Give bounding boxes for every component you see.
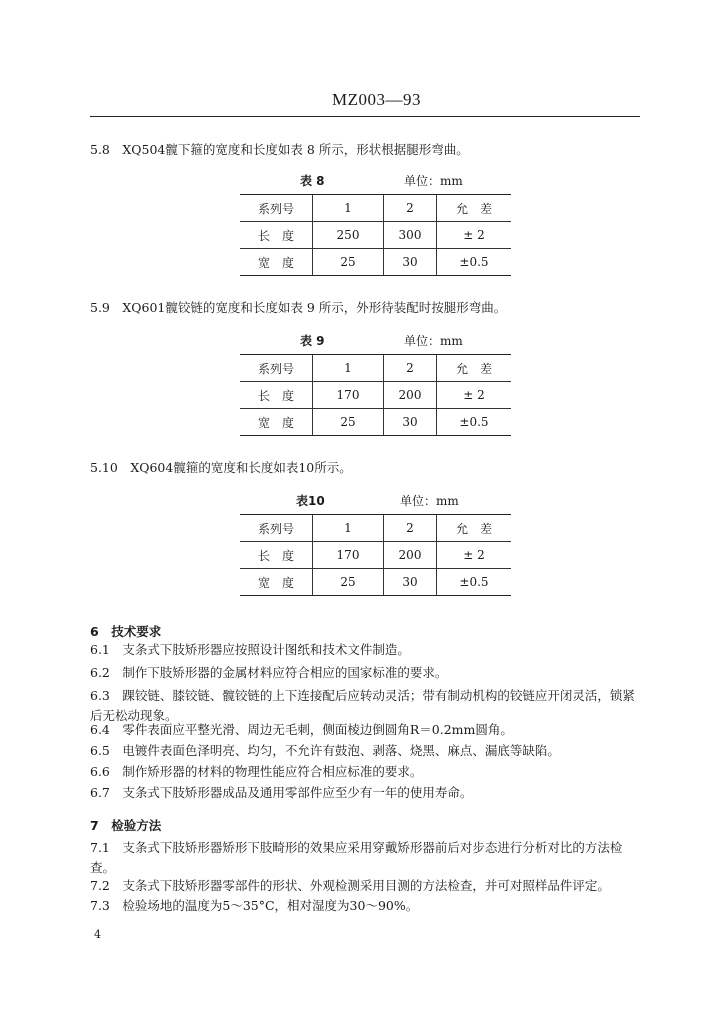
table10 [240,514,511,596]
table-cell: 30 [384,249,437,276]
table-cell: ±0.5 [459,575,489,589]
table-cell: 30 [384,409,437,436]
clause-6-3: 6.3 踝铰链、膝铰链、髋铰链的上下连接配后应转动灵活；带有制动机构的铰链应开闭灵活，锁紧后无松动现象。 [90,688,635,723]
table-cell: 2 [384,355,437,382]
table-row [240,355,511,382]
table8-title: 表 8 [300,174,325,188]
table-cell: ± 2 [437,382,512,409]
table-cell: 250 [313,222,384,249]
table9-unit: 单位：mm [404,334,463,348]
table8 [240,194,511,276]
table-cell: 25 [313,569,384,596]
clause-5-10: 5.10 XQ604髋箍的宽度和长度如表10所示。 [90,460,352,475]
clause-5-9: 5.9 XQ601髋铰链的宽度和长度如表 9 所示，外形待装配时按腿形弯曲。 [90,300,507,315]
clause-7-1: 7.1 支条式下肢矫形器矫形下肢畸形的效果应采用穿戴矫形器前后对步态进行分析对比的方法检查。 [90,840,623,875]
table-cell: ±0.5 [459,255,489,269]
page-number: 4 [94,928,101,941]
table-cell: ± 2 [437,542,512,569]
clause-6-2: 6.2 制作下肢矫形器的金属材料应符合相应的国家标准的要求。 [90,665,448,680]
table-cell: 25 [313,409,384,436]
table-cell: 1 [313,355,384,382]
table-row [240,195,511,222]
table-cell: 系列号 [240,195,313,222]
table-cell: 200 [384,382,437,409]
table9-title: 表 9 [300,334,325,348]
table10-title: 表10 [296,494,325,508]
table10-unit: 单位：mm [400,494,459,508]
table-cell: ±0.5 [459,415,489,429]
table-row [240,515,511,542]
table-cell: 200 [384,542,437,569]
table-cell: 170 [313,542,384,569]
table-row [240,222,511,249]
table-cell: 2 [384,195,437,222]
table-row [240,542,511,569]
table-cell: 170 [313,382,384,409]
table-cell: 30 [384,569,437,596]
table-cell: 长 度 [240,222,313,249]
table-cell: ± 2 [437,222,512,249]
clause-6-1: 6.1 支条式下肢矫形器应按照设计图纸和技术文件制造。 [90,642,410,657]
section-7-heading: 7 检验方法 [90,818,162,833]
table-row [240,569,511,596]
clause-7-2: 7.2 支条式下肢矫形器零部件的形状、外观检测采用目测的方法检查，并可对照样品件评定。 [90,878,610,893]
table-cell: 长 度 [240,382,313,409]
clause-6-4: 6.4 零件表面应平整光滑、周边无毛刺，侧面棱边倒圆角R＝0.2mm圆角。 [90,722,513,737]
table-cell: 宽 度 [240,409,313,436]
table8-unit: 单位：mm [404,174,463,188]
table-row [240,382,511,409]
table-cell: 允 差 [437,355,512,382]
table-cell: 系列号 [240,355,313,382]
table-cell: 宽 度 [240,569,313,596]
table-row [240,409,511,436]
clause-6-7: 6.7 支条式下肢矫形器成品及通用零部件应至少有一年的使用寿命。 [90,785,473,800]
table-cell: 系列号 [240,515,313,542]
table-cell: 25 [313,249,384,276]
table-cell: 允 差 [437,515,512,542]
table-cell: 1 [313,515,384,542]
section-6-heading: 6 技术要求 [90,624,162,639]
table-cell: 允 差 [437,195,512,222]
standard-code: MZ003—93 [332,90,421,109]
header-rule [90,116,640,117]
clause-7-3: 7.3 检验场地的温度为5～35°C，相对湿度为30～90%。 [90,898,419,913]
table-cell: 长 度 [240,542,313,569]
clause-5-8: 5.8 XQ504髋下箍的宽度和长度如表 8 所示，形状根据腿形弯曲。 [90,142,469,157]
clause-6-5: 6.5 电镀件表面色泽明亮、均匀，不允许有鼓泡、剥落、烧黑、麻点、漏底等缺陷。 [90,743,560,758]
table-cell: 300 [384,222,437,249]
table-row [240,249,511,276]
table9 [240,354,511,436]
clause-6-6: 6.6 制作矫形器的材料的物理性能应符合相应标准的要求。 [90,764,423,779]
table-cell: 1 [313,195,384,222]
table-cell: 宽 度 [240,249,313,276]
table-cell: 2 [384,515,437,542]
